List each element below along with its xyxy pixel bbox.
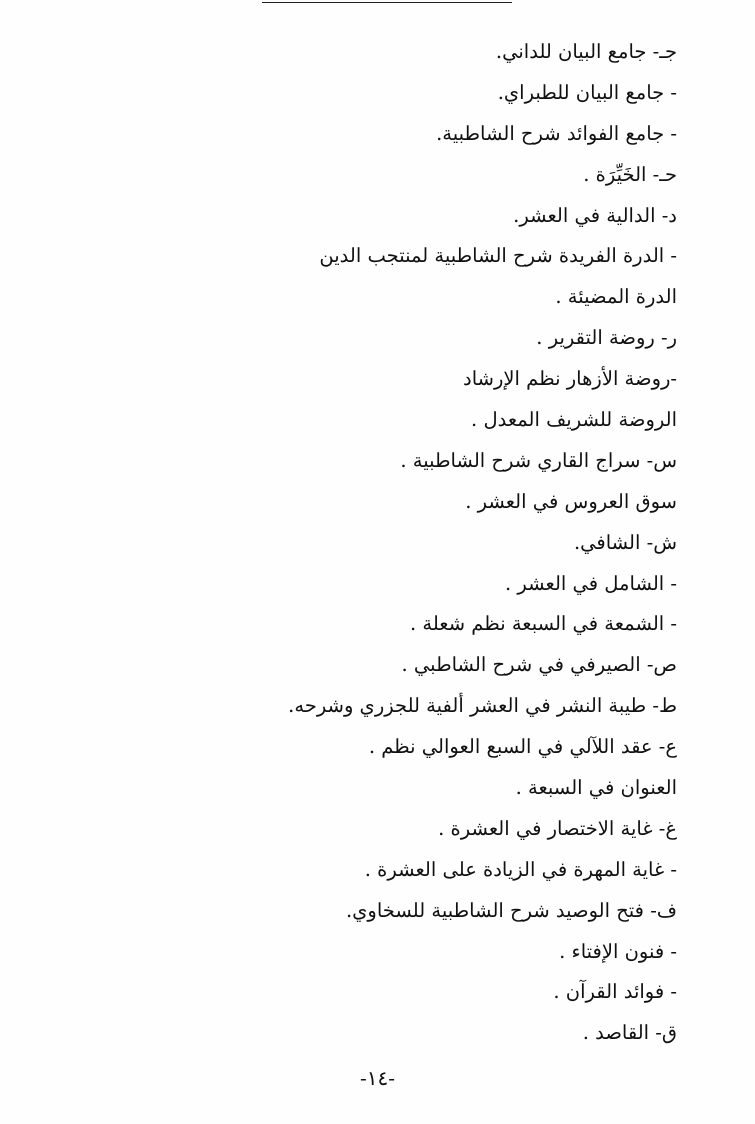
list-item: سوق العروس في العشر . <box>465 489 677 513</box>
list-item: ع- عقد اللآلي في السبع العوالي نظم . <box>368 735 677 759</box>
page-number: -١٤- <box>359 1066 395 1090</box>
list-item: س- سراج القاري شرح الشاطبية . <box>400 448 677 472</box>
list-item: الدرة المضيئة . <box>555 285 677 309</box>
list-item: - الدرة الفريدة شرح الشاطبية لمنتجب الدين <box>319 244 677 268</box>
list-item: جـ- جامع البيان للداني. <box>495 40 677 63</box>
list-item: - الشامل في العشر . <box>505 571 677 595</box>
top-rule <box>262 2 512 3</box>
list-item: د- الدالية في العشر. <box>513 203 677 227</box>
list-item: ش- الشافي. <box>573 530 677 554</box>
entry-list <box>77 32 677 1054</box>
list-item: - غاية المهرة في الزيادة على العشرة . <box>364 857 677 881</box>
list-item: - جامع الفوائد شرح الشاطبية. <box>436 121 677 145</box>
list-item: غ- غاية الاختصار في العشرة . <box>438 816 677 840</box>
list-item: - فوائد القرآن . <box>553 980 677 1004</box>
list-item: ر- روضة التقرير . <box>536 326 677 350</box>
list-item: ط- طيبة النشر في العشر ألفية للجزري وشرحه. <box>288 694 677 718</box>
list-item: الروضة للشريف المعدل . <box>471 408 677 432</box>
list-item: - جامع البيان للطبراي. <box>497 80 677 104</box>
list-item: ف- فتح الوصيد شرح الشاطبية للسخاوي. <box>345 898 677 922</box>
list-item: - فنون الإفتاء . <box>559 939 677 963</box>
list-item: العنوان في السبعة . <box>515 776 677 800</box>
list-item: حـ- الخَيِّرَة . <box>583 162 677 186</box>
list-item: -روضة الأزهار نظم الإرشاد <box>463 367 677 391</box>
list-item: - الشمعة في السبعة نظم شعلة . <box>409 612 677 636</box>
list-item: ق- القاصد . <box>582 1021 677 1045</box>
list-item: ص- الصيرفي في شرح الشاطبي . <box>401 653 677 677</box>
